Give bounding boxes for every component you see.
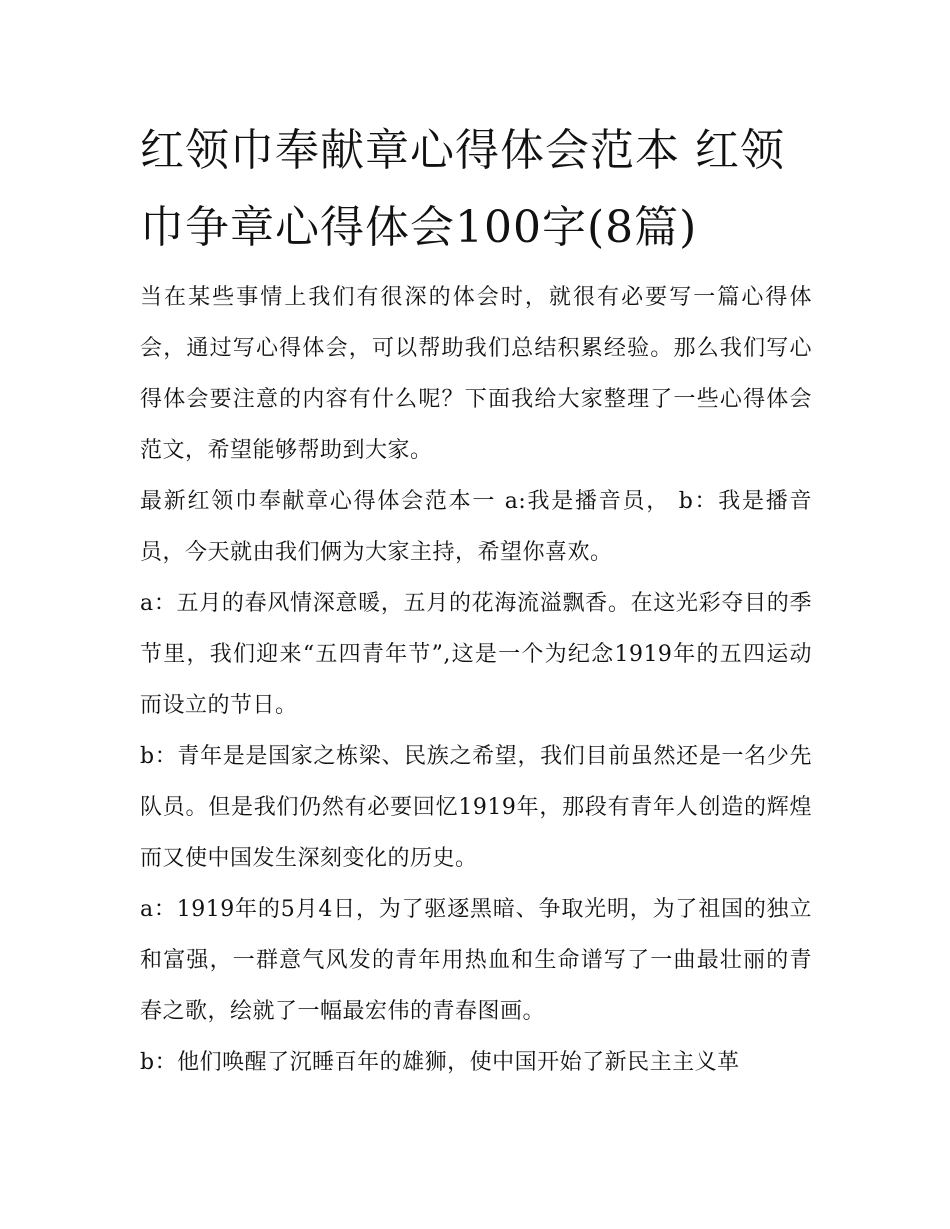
- paragraph-b-awakening: b：他们唤醒了沉睡百年的雄狮，使中国开始了新民主主义革: [140, 1050, 740, 1075]
- paragraph-a-may-wind: a：五月的春风情深意暖，五月的花海流溢飘香。在这光彩夺目的季节里，我们迎来“五四青年节”,这是一个为纪念1919年的五四运动而设立的节日。: [140, 591, 812, 718]
- document-page: [140, 112, 812, 1088]
- paragraph-a-may-fourth: a：1919年的5月4日，为了驱逐黑暗、争取光明，为了祖国的独立和富强，一群意气风发的青年用热血和生命谱写了一曲最壮丽的青春之歌，绘就了一幅最宏伟的青春图画。: [140, 897, 812, 1024]
- paragraph-b-youth: b：青年是是国家之栋梁、民族之希望，我们目前虽然还是一名少先队员。但是我们仍然有必要回忆1919年，那段有青年人创造的辉煌而又使中国发生深刻变化的历史。: [140, 744, 812, 871]
- document-title: 红领巾奉献章心得体会范本 红领巾争章心得体会100字(8篇): [140, 125, 785, 253]
- paragraph-opening: 最新红领巾奉献章心得体会范本一 a:我是播音员， b：我是播音员，今天就由我们俩为大家主持，希望你喜欢。: [140, 489, 812, 565]
- paragraph-intro: 当在某些事情上我们有很深的体会时，就很有必要写一篇心得体会，通过写心得体会，可以帮助我们总结积累经验。那么我们写心得体会要注意的内容有什么呢？下面我给大家整理了一些心得体会范文，希望能够帮助到大家。: [140, 285, 812, 463]
